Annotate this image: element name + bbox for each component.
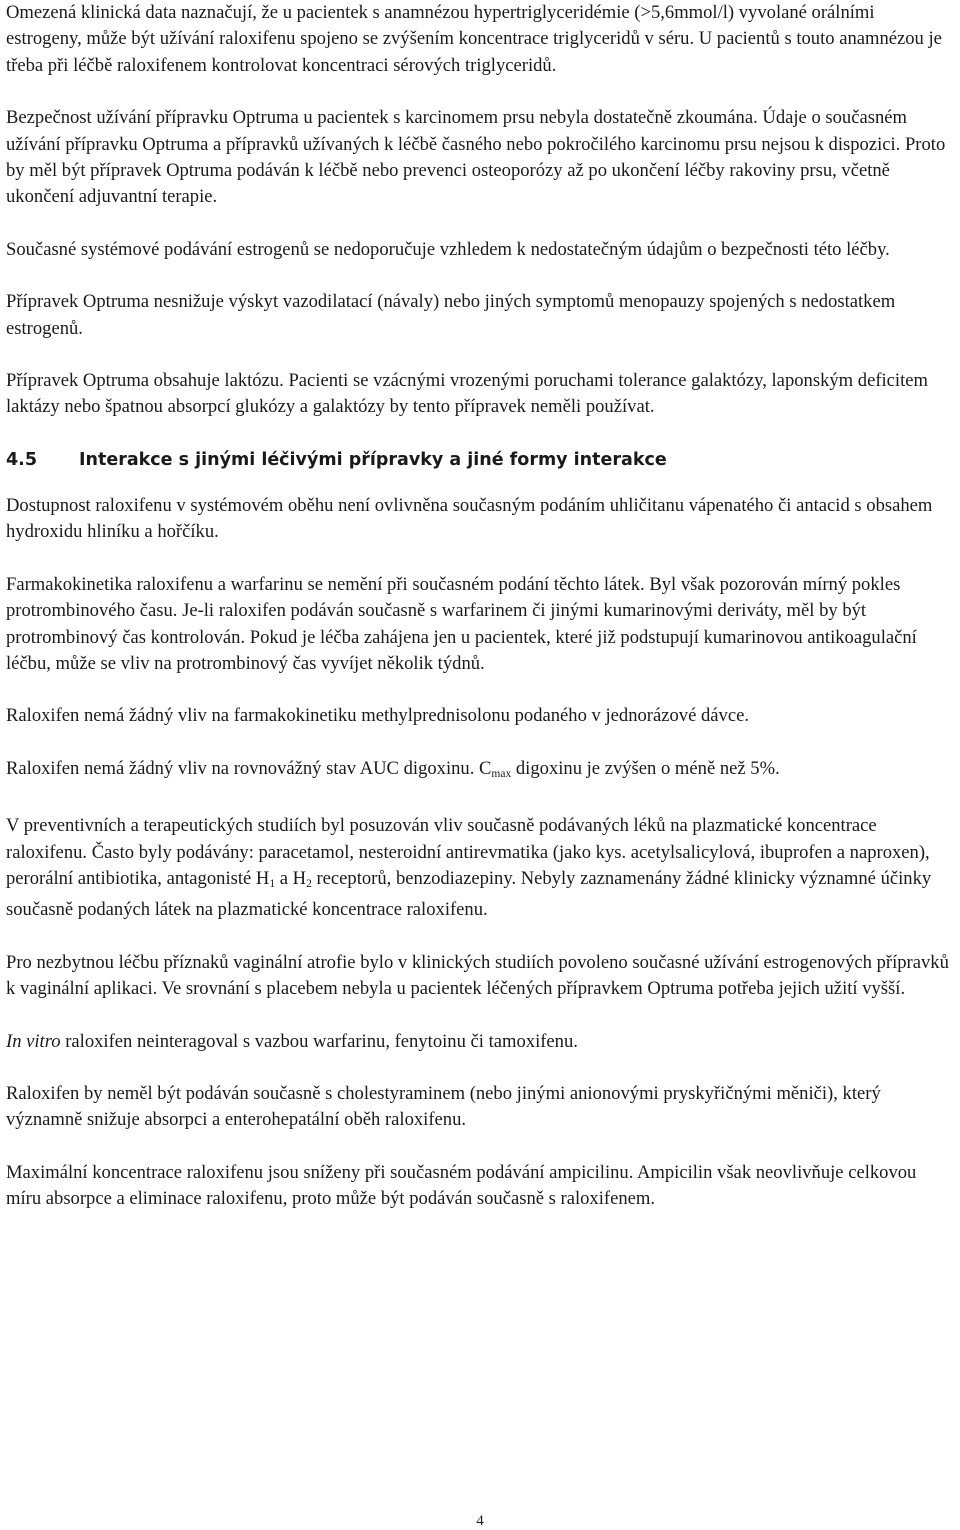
- paragraph-systemic-estrogens: Současné systémové podávání estrogenů se nedoporučuje vzhledem k nedostatečným údajům o bezpečnosti této léčby.: [6, 238, 890, 260]
- concomitant-text-a: V preventivních a terapeutických studiích byl posuzován vliv současně podávaných léků na plazmatické koncentrace raloxifenu. Často byly podávány: paracetamol, nesteroidní antirevmatika (jako kys. acetylsalicylová, ibuprofen a naproxen), perorální antibiotika, antagonisté H: [6, 815, 930, 889]
- section-heading: [6, 447, 954, 473]
- paragraph-lactose: Přípravek Optruma obsahuje laktózu. Pacienti se vzácnými vrozenými poruchami tolerance galaktózy, laponským deficitem laktázy nebo špatnou absorpcí glukózy a galaktózy by tento přípravek neměli používat.: [6, 370, 928, 418]
- h1-subscript: 1: [269, 877, 276, 890]
- section-number: 4.5: [6, 449, 38, 470]
- cmax-subscript: max: [491, 767, 512, 780]
- in-vitro-text: raloxifen neinteragoval s vazbou warfarinu, fenytoinu či tamoxifenu.: [60, 1030, 578, 1052]
- paragraph-in-vitro: [6, 1029, 954, 1055]
- paragraph-hypertriglyceridemia: Omezená klinická data naznačují, že u pacientek s anamnézou hypertriglyceridémie (>5,6mmol/l) vyvolané orálními estrogeny, může být užívání raloxifenu spojeno se zvýšením koncentrace triglyceridů v séru. U pacientů s touto anamnézou je třeba při léčbě raloxifenem kontrolovat koncentraci sérových triglyceridů.: [6, 2, 942, 76]
- paragraph-methylprednisolone: Raloxifen nemá žádný vliv na farmakokinetiku methylprednisolonu podaného v jednorázové dávce.: [6, 705, 749, 727]
- concomitant-text-c: receptorů, benzodiazepiny. Nebyly zaznamenány žádné klinicky významné účinky současně podaných látek na plazmatické koncentrace raloxifenu.: [6, 867, 932, 921]
- paragraph-cholestyramine: Raloxifen by neměl být podáván současně s cholestyraminem (nebo jinými anionovými pryskyřičnými měniči), který významně snižuje absorpci a enterohepatální oběh raloxifenu.: [6, 1082, 881, 1131]
- paragraph-vaginal-atrophy: Pro nezbytnou léčbu příznaků vaginální atrofie bylo v klinických studiích povoleno současné užívání estrogenových přípravků k vaginální aplikaci. Ve srovnání s placebem nebyla u pacientek léčených přípravkem Optruma potřeba jejich užití vyšší.: [6, 951, 949, 1000]
- digoxin-text-a: Raloxifen nemá žádný vliv na rovnovážný stav AUC digoxinu. C: [6, 757, 492, 779]
- in-vitro-italic: In vitro: [6, 1030, 61, 1052]
- paragraph-concomitant-drugs: [6, 813, 954, 924]
- paragraph-breast-cancer-safety: Bezpečnost užívání přípravku Optruma u pacientek s karcinomem prsu nebyla dostatečně zkoumána. Údaje o současném užívání přípravku Optruma a přípravků užívaných k léčbě časného nebo pokročilého karcinomu prsu nejsou k dispozici. Proto by měl být přípravek Optruma podáván k léčbě nebo prevenci osteoporózy až po ukončení léčby rakoviny prsu, včetně ukončení adjuvantní terapie.: [6, 107, 946, 208]
- paragraph-antacids: Dostupnost raloxifenu v systémovém oběhu není ovlivněna současným podáním uhličitanu vápenatého či antacid s obsahem hydroxidu hliníku a hořčíku.: [6, 494, 933, 543]
- h2-subscript: 2: [306, 877, 312, 890]
- digoxin-text-b: digoxinu je zvýšen o méně než 5%.: [511, 757, 780, 779]
- document-page: [6, 0, 954, 1239]
- section-title: Interakce s jinými léčivými přípravky a jiné formy interakce: [79, 449, 667, 470]
- paragraph-digoxin: [6, 756, 954, 787]
- concomitant-text-b: a H: [275, 867, 307, 889]
- paragraph-warfarin: Farmakokinetika raloxifenu a warfarinu se nemění při současném podání těchto látek. Byl však pozorován mírný pokles protrombinového času. Je-li raloxifen podáván současně s warfarinem či jinými kumarinovými deriváty, měl by být protrombinový čas kontrolován. Pokud je léčba zahájena jen u pacientek, které již podstupují kumarinovou antikoagulační léčbu, může se vliv na protrombinový čas vyvíjet několik týdnů.: [6, 573, 917, 674]
- paragraph-ampicillin: Maximální koncentrace raloxifenu jsou sníženy při současném podávání ampicilinu. Ampicilin však neovlivňuje celkovou míru absorpce a eliminace raloxifenu, proto může být podáván současně s raloxifenem.: [6, 1161, 917, 1210]
- paragraph-vasodilation: Přípravek Optruma nesnižuje výskyt vazodilatací (návaly) nebo jiných symptomů menopauzy spojených s nedostatkem estrogenů.: [6, 291, 896, 339]
- page-number: 4: [476, 1513, 484, 1529]
